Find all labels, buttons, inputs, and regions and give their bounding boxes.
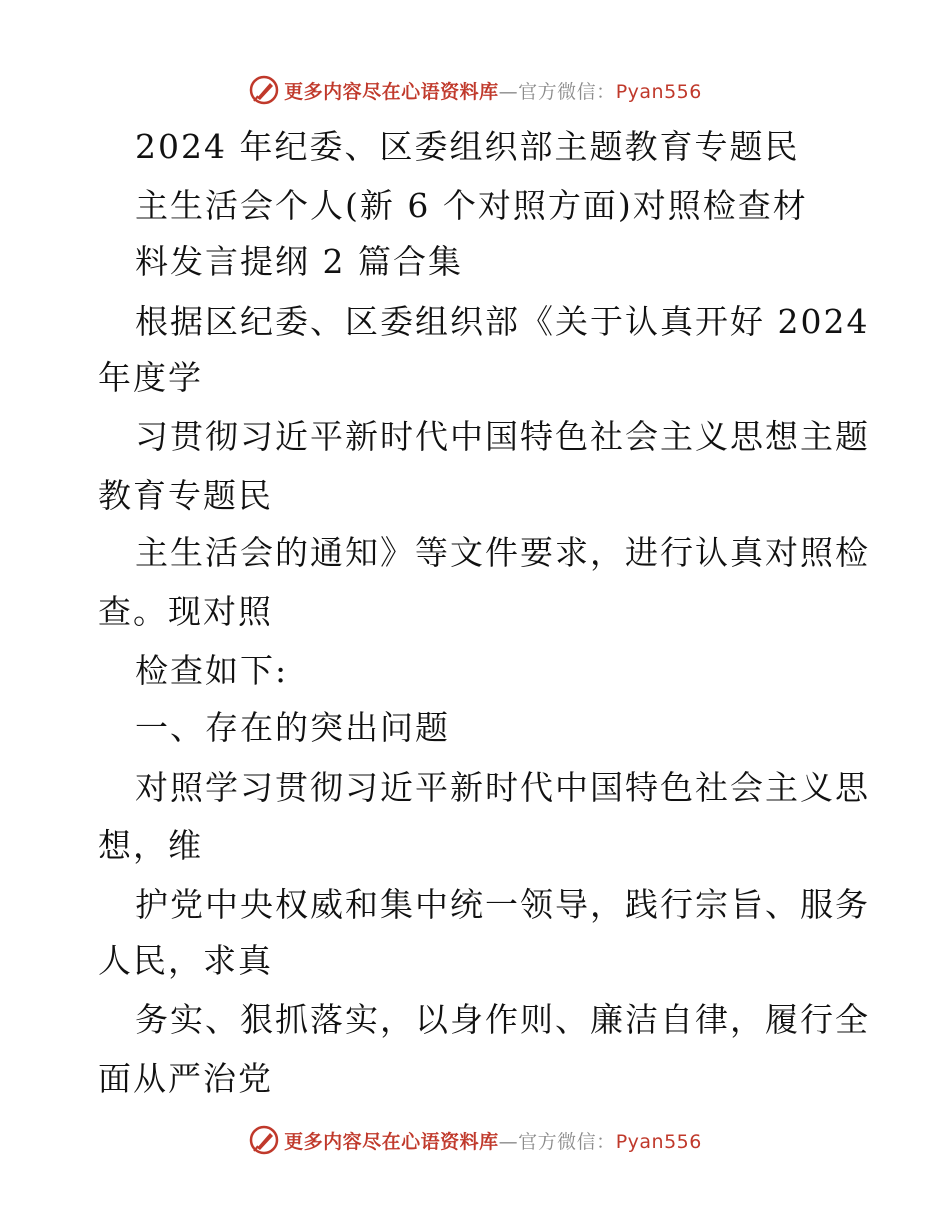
- title-line-1: 2024 年纪委、区委组织部主题教育专题民: [135, 127, 800, 166]
- paragraph-line: 习贯彻习近平新时代中国特色社会主义思想主题: [135, 417, 870, 456]
- banner-main-text: 更多内容尽在心语资料库: [284, 1130, 499, 1153]
- banner-text: [284, 1127, 702, 1154]
- quill-pen-seal-icon: [248, 1124, 280, 1156]
- section-heading: 一、存在的突出问题: [135, 708, 450, 747]
- paragraph-line: 根据区纪委、区委组织部《关于认真开好 2024: [135, 302, 870, 341]
- banner-wechat-id: Pyan556: [615, 1130, 702, 1153]
- banner-separator: —: [498, 80, 519, 103]
- paragraph-line: 主生活会的通知》等文件要求，进行认真对照检: [135, 533, 870, 572]
- banner-text: [284, 77, 702, 104]
- banner-separator: —: [498, 1130, 519, 1153]
- title-line-3: 料发言提纲 2 篇合集: [135, 242, 463, 281]
- paragraph-line: 面从严治党: [98, 1059, 273, 1098]
- paragraph-line: 检查如下:: [135, 651, 289, 690]
- paragraph-line: 对照学习贯彻习近平新时代中国特色社会主义思: [135, 768, 870, 807]
- paragraph-line: 想，维: [98, 826, 203, 865]
- paragraph-line: 教育专题民: [98, 476, 273, 515]
- banner-wechat-label: 官方微信：: [518, 80, 616, 103]
- paragraph-line: 年度学: [98, 358, 203, 397]
- quill-pen-seal-icon: [248, 74, 280, 106]
- banner-wechat-id: Pyan556: [615, 80, 702, 103]
- banner-wechat-label: 官方微信：: [518, 1130, 616, 1153]
- title-line-2: 主生活会个人(新 6 个对照方面)对照检查材: [135, 186, 808, 225]
- footer-banner: [0, 1120, 950, 1160]
- banner-main-text: 更多内容尽在心语资料库: [284, 80, 499, 103]
- paragraph-line: 护党中央权威和集中统一领导，践行宗旨、服务: [135, 885, 870, 924]
- paragraph-line: 务实、狠抓落实，以身作则、廉洁自律，履行全: [135, 1000, 870, 1039]
- paragraph-line: 查。现对照: [98, 592, 273, 631]
- header-banner: [0, 70, 950, 110]
- paragraph-line: 人民，求真: [98, 941, 273, 980]
